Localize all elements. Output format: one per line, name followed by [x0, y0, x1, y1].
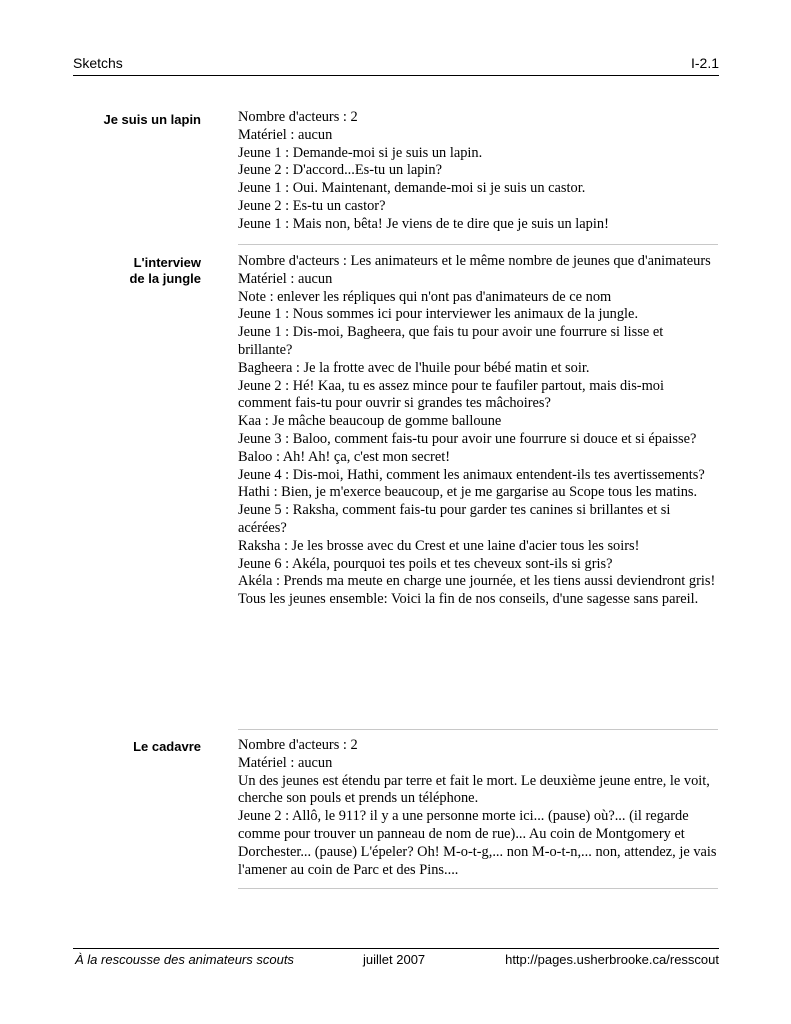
sketch-line: Matériel : aucun: [238, 126, 333, 143]
sketch-line: Jeune 3 : Baloo, comment fais-tu pour avoir une fourrure si douce et si épaisse?: [238, 430, 697, 447]
sketch-line: Jeune 4 : Dis-moi, Hathi, comment les animaux entendent-ils tes avertissements?: [238, 466, 705, 483]
section-title: Sketchs: [73, 55, 123, 71]
sketch-body: [238, 109, 720, 234]
sketch-title: Le cadavre: [133, 739, 201, 754]
sketch-line: Jeune 1 : Nous sommes ici pour interviewer les animaux de la jungle.: [238, 306, 639, 323]
sketch-line: Nombre d'acteurs : 2: [238, 737, 358, 753]
sketch-line: Jeune 6 : Akéla, pourquoi tes poils et tes cheveux sont-ils si gris?: [238, 555, 613, 572]
sketch-line: Kaa : Je mâche beaucoup de gomme balloune: [238, 413, 502, 430]
sketch-line: Hathi : Bien, je m'exerce beaucoup, et je me gargarise au Scope tous les matins.: [238, 484, 698, 501]
sketch-line: Un des jeunes est étendu par terre et fait le mort. Le deuxième jeune entre, le voit, cherche son pouls et prends un téléphone.: [238, 772, 710, 807]
sketch-line: Matériel : aucun: [238, 270, 333, 287]
sketch-line: Baloo : Ah! Ah! ça, c'est mon secret!: [238, 448, 450, 465]
divider: [238, 888, 718, 889]
divider: [238, 244, 718, 245]
sketch-line: Nombre d'acteurs : Les animateurs et le même nombre de jeunes que d'animateurs: [238, 253, 711, 269]
section-code: I-2.1: [690, 55, 719, 71]
sketch-line: Jeune 2 : D'accord...Es-tu un lapin?: [238, 162, 442, 179]
sketch-line: Jeune 1 : Mais non, bêta! Je viens de te dire que je suis un lapin!: [238, 215, 609, 232]
sketch-line: Bagheera : Je la frotte avec de l'huile pour bébé matin et soir.: [238, 359, 590, 376]
sketch-line: Jeune 2 : Allô, le 911? il y a une personne morte ici... (pause) où?... (il regarde comme pour trouver un panneau de nom de rue)... Au coin de Montgomery et Dorchester... (pause) L'épeler? Oh! M-o-t-g,... non M-o-t-n,... non, attendez, je vais l'amener au coin de Parc et des Pins....: [238, 808, 717, 878]
footer-publication: À la rescousse des animateurs scouts: [75, 952, 294, 967]
sketch-line: Nombre d'acteurs : 2: [238, 109, 358, 125]
sketch-line: Raksha : Je les brosse avec du Crest et une laine d'acier tous les soirs!: [238, 537, 640, 554]
sketch-line: Jeune 1 : Dis-moi, Bagheera, que fais tu pour avoir une fourrure si lisse et brillante?: [238, 324, 664, 358]
sketch-title: L'interview de la jungle: [129, 255, 201, 286]
sketch-line: Note : enlever les répliques qui n'ont pas d'animateurs de ce nom: [238, 288, 612, 305]
footer-date: juillet 2007: [363, 952, 426, 967]
sketch-line: Jeune 2 : Es-tu un castor?: [238, 197, 386, 214]
sketch-line: Jeune 1 : Oui. Maintenant, demande-moi si je suis un castor.: [238, 180, 586, 197]
page-header: [73, 55, 719, 76]
sketch-line: Akéla : Prends ma meute en charge une journée, et les tiens aussi deviendront gris!: [238, 573, 716, 590]
sketch-title: Je suis un lapin: [103, 112, 201, 127]
sketch-line: Jeune 1 : Demande-moi si je suis un lapin.: [238, 144, 483, 161]
sketch-line: Tous les jeunes ensemble: Voici la fin de nos conseils, d'une sagesse sans pareil.: [238, 591, 699, 608]
sketch-line: Matériel : aucun: [238, 754, 333, 771]
sketch-body: [238, 253, 720, 609]
footer-url[interactable]: http://pages.usherbrooke.ca/resscout: [505, 952, 719, 967]
sketch-line: Jeune 5 : Raksha, comment fais-tu pour garder tes canines si brillantes et si acérées?: [238, 502, 671, 536]
page-footer: [73, 948, 719, 971]
sketch-body: [238, 737, 720, 879]
sketch-line: Jeune 2 : Hé! Kaa, tu es assez mince pour te faufiler partout, mais dis-moi comment fais-tu pour ouvrir si grandes tes mâchoires?: [238, 377, 664, 412]
divider: [238, 729, 718, 730]
